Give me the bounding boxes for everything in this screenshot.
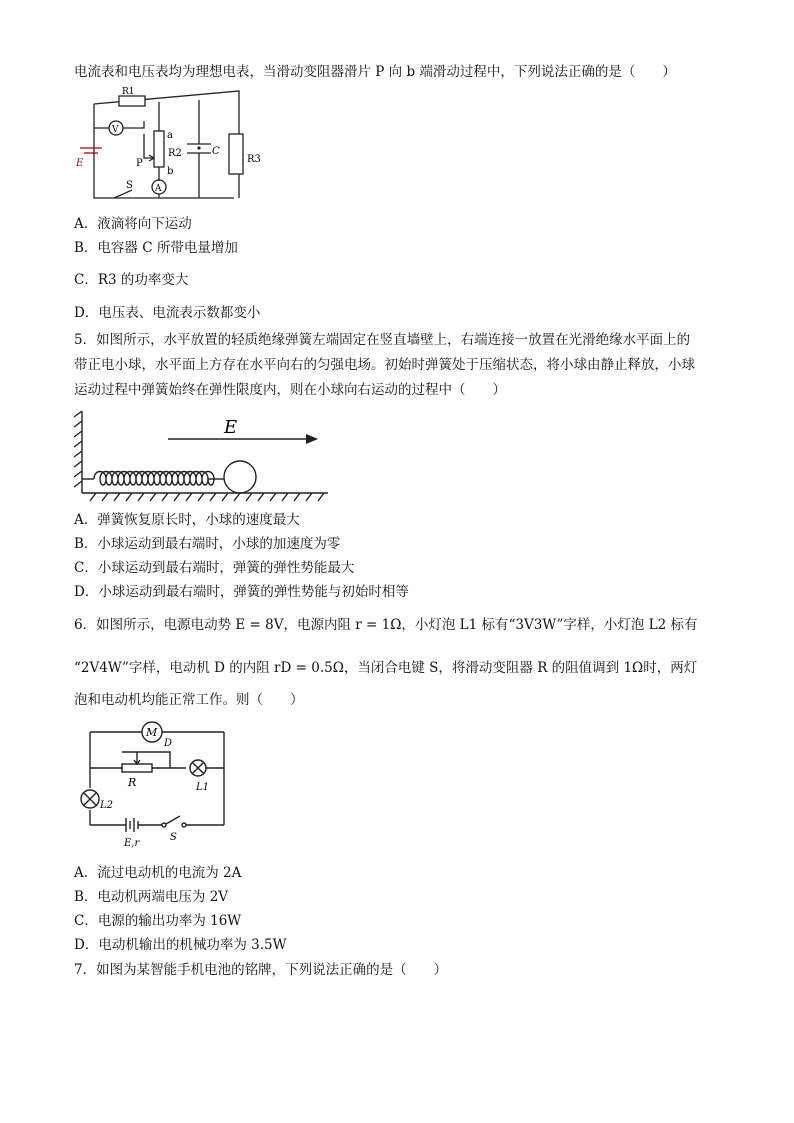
- q4-option-b: B．电容器 C 所带电量增加: [74, 240, 238, 256]
- q4-option-d: D．电压表、电流表示数都变小: [74, 305, 261, 321]
- q5-spring-figure: [70, 407, 332, 503]
- q6-label-d: D: [164, 738, 173, 749]
- q5-label-field: E: [224, 417, 238, 438]
- q4-option-a: A．液滴将向下运动: [74, 216, 192, 232]
- q5-option-b: B．小球运动到最右端时，小球的加速度为零: [74, 536, 341, 552]
- q5-stem-line-2: 带正电小球，水平面上方存在水平向右的匀强电场。初始时弹簧处于压缩状态，将小球由静止释放，小球: [74, 357, 695, 373]
- q5-option-d: D．小球运动到最右端时，弹簧的弹性势能与初始时相等: [74, 584, 409, 600]
- q6-label-er: E,r: [124, 838, 140, 848]
- q4-circuit-figure: [74, 86, 274, 208]
- q4-label-v: V: [112, 125, 119, 135]
- q4-label-p: P: [136, 158, 143, 169]
- q4-label-a: a: [167, 130, 173, 141]
- q4-label-r1: R1: [122, 87, 135, 97]
- q6-label-l1: L1: [196, 782, 210, 793]
- q4-label-ammeter: A: [155, 184, 162, 194]
- q6-label-motor: M: [146, 726, 158, 739]
- q6-option-a: A．流过电动机的电流为 2A: [74, 865, 242, 881]
- q6-label-l2: L2: [100, 800, 114, 811]
- q4-option-c: C．R3 的功率变大: [74, 272, 189, 288]
- q6-label-r: R: [128, 776, 137, 789]
- q4-label-r2: R2: [168, 148, 182, 159]
- q4-label-b: b: [167, 166, 174, 177]
- q6-stem-line-2: “2V4W”字样，电动机 D 的内阻 rD = 0.5Ω，当闭合电键 S，将滑动变阻器 R 的阻值调到 1Ω时，两灯: [74, 660, 698, 676]
- q6-stem-line-1: 6．如图所示，电源电动势 E = 8V，电源内阻 r = 1Ω，小灯泡 L1 标有“3V3W”字样，小灯泡 L2 标有: [74, 617, 698, 633]
- q4-label-c: C: [212, 146, 220, 157]
- q4-label-s: S: [126, 180, 133, 191]
- q6-option-b: B．电动机两端电压为 2V: [74, 889, 229, 905]
- q7-stem: 7．如图为某智能手机电池的铭牌，下列说法正确的是（ ）: [74, 962, 448, 978]
- q5-option-c: C．小球运动到最右端时，弹簧的弹性势能最大: [74, 560, 355, 576]
- q4-label-e: E: [76, 158, 84, 169]
- q6-circuit-figure: [74, 720, 238, 848]
- q6-label-s: S: [170, 832, 177, 843]
- q5-option-a: A．弹簧恢复原长时，小球的速度最大: [74, 512, 300, 528]
- q6-option-d: D．电动机输出的机械功率为 3.5W: [74, 937, 287, 953]
- q5-stem-line-1: 5．如图所示，水平放置的轻质绝缘弹簧左端固定在竖直墙壁上，右端连接一放置在光滑绝缘水平面上的: [74, 332, 691, 348]
- q6-stem-line-3: 泡和电动机均能正常工作。则（ ）: [74, 692, 304, 708]
- q6-option-c: C．电源的输出功率为 16W: [74, 913, 242, 929]
- q4-stem: 电流表和电压表均为理想电表，当滑动变阻器滑片 P 向 b 端滑动过程中，下列说法正确的是（ ）: [74, 64, 676, 80]
- q5-stem-line-3: 运动过程中弹簧始终在弹性限度内，则在小球向右运动的过程中（ ）: [74, 382, 506, 398]
- q4-label-r3: R3: [247, 154, 261, 165]
